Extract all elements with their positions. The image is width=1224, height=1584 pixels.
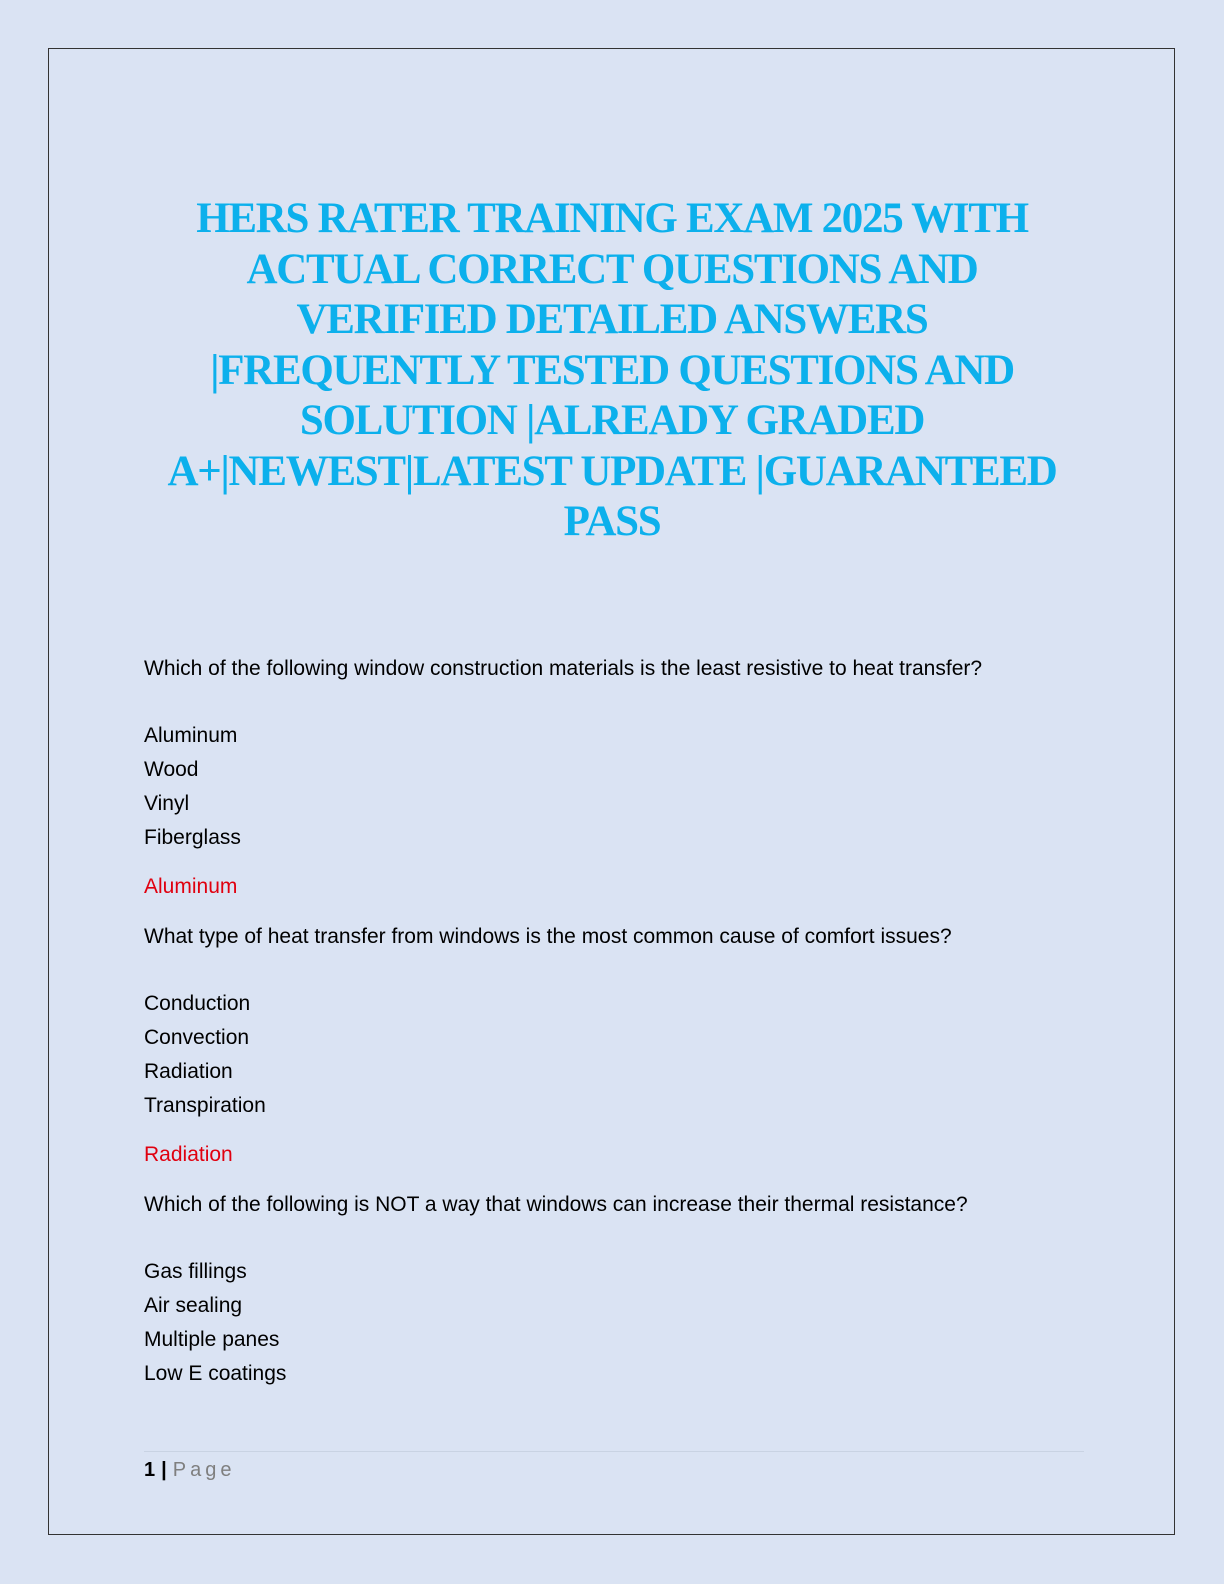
footer-separator: | [161, 1459, 167, 1481]
title-line: VERIFIED DETAILED ANSWERS [296, 296, 928, 343]
title-line: A+|NEWEST|LATEST UPDATE |GUARANTEED [167, 447, 1057, 495]
answer-text: Radiation [144, 1143, 233, 1166]
options-list [144, 987, 1084, 1123]
question-block-1 [144, 652, 1084, 904]
option-item: Radiation [144, 1060, 233, 1083]
title-line: SOLUTION |ALREADY GRADED [299, 397, 925, 444]
question-text: Which of the following window construction materials is the least resistive to heat transfer? [144, 657, 983, 680]
option-item: Wood [144, 758, 199, 781]
question-list [144, 652, 1084, 1391]
answer-text: Aluminum [144, 875, 238, 898]
question-text: Which of the following is NOT a way that windows can increase their thermal resistance? [144, 1193, 968, 1216]
title-line: |FREQUENTLY TESTED QUESTIONS AND [210, 346, 1014, 394]
question-block-3 [144, 1188, 1084, 1391]
options-list [144, 719, 1084, 855]
option-item: Conduction [144, 992, 251, 1015]
question-block-2 [144, 920, 1084, 1172]
option-item: Multiple panes [144, 1328, 280, 1351]
option-item: Vinyl [144, 792, 190, 815]
options-list [144, 1255, 1084, 1391]
question-text: What type of heat transfer from windows is the most common cause of comfort issues? [144, 925, 952, 948]
page-number: 1 [144, 1459, 156, 1481]
page-label: Page [172, 1459, 236, 1481]
option-item: Fiberglass [144, 826, 241, 849]
page-footer [144, 1455, 235, 1485]
option-item: Low E coatings [144, 1362, 287, 1385]
option-item: Air sealing [144, 1294, 243, 1317]
title-line: HERS RATER TRAINING EXAM 2025 WITH [196, 195, 1028, 242]
option-item: Aluminum [144, 724, 238, 747]
footer-rule [144, 1451, 1084, 1452]
option-item: Transpiration [144, 1094, 266, 1117]
title-line: PASS [563, 498, 661, 545]
option-item: Convection [144, 1026, 250, 1049]
option-item: Gas fillings [144, 1260, 247, 1283]
title-line: ACTUAL CORRECT QUESTIONS AND [246, 245, 978, 293]
document-title [130, 194, 1094, 548]
